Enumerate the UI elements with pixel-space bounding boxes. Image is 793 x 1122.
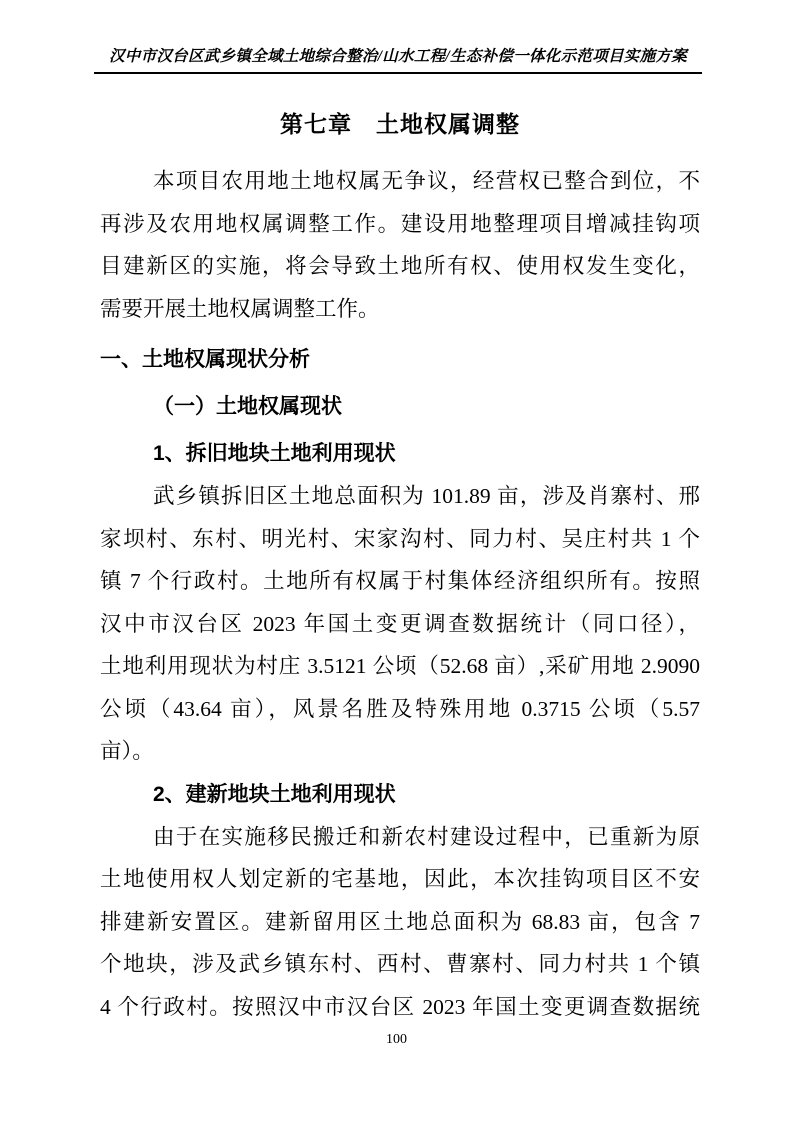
paragraph-line: 再涉及农用地权属调整工作。建设用地整理项目增减挂钩项 — [100, 211, 700, 236]
paragraph-line: 家坝村、东村、明光村、宋家沟村、同力村、吴庄村共 1 个 — [100, 526, 700, 551]
item-heading-2: 2、建新地块土地利用现状 — [153, 782, 396, 806]
paragraph-line: 本项目农用地土地权属无争议，经营权已整合到位，不 — [153, 169, 700, 193]
section-heading-1: 一、土地权属现状分析 — [100, 347, 310, 371]
page-number: 100 — [386, 1032, 407, 1047]
item-heading-1: 1、拆旧地块土地利用现状 — [153, 442, 396, 465]
paragraph-line: 镇 7 个行政村。土地所有权属于村集体经济组织所有。按照 — [100, 569, 700, 593]
paragraph-line: 需要开展土地权属调整工作。 — [100, 296, 380, 321]
chapter-title: 第七章 土地权属调整 — [280, 111, 520, 137]
page-header-text: 汉中市汉台区武乡镇全域土地综合整治/山水工程/生态补偿一体化示范项目实施方案 — [108, 48, 687, 65]
paragraph-line: 排建新安置区。建新留用区土地总面积为 68.83 亩，包含 7 — [100, 909, 700, 934]
paragraph-line: 武乡镇拆旧区土地总面积为 101.89 亩，涉及肖寨村、邢 — [153, 484, 700, 508]
paragraph-line: 个地块，涉及武乡镇东村、西村、曹寨村、同力村共 1 个镇 — [100, 952, 700, 976]
paragraph-line: 土地利用现状为村庄 3.5121 公顷（52.68 亩）,采矿用地 2.9090 — [100, 654, 700, 678]
demolition-paragraph — [100, 475, 700, 773]
paragraph-line: 由于在实施移民搬迁和新农村建设过程中，已重新为原 — [153, 824, 700, 849]
paragraph-line: 汉中市汉台区 2023 年国土变更调查数据统计（同口径）， — [100, 611, 700, 636]
paragraph-line: 目建新区的实施，将会导致土地所有权、使用权发生变化， — [100, 254, 700, 278]
newsite-paragraph — [100, 816, 700, 1029]
intro-paragraph — [100, 160, 700, 330]
page-content — [100, 106, 700, 1028]
paragraph-line: 亩）。 — [100, 739, 154, 763]
paragraph-line: 公顷（43.64 亩），风景名胜及特殊用地 0.3715 公顷（5.57 — [100, 696, 700, 721]
subsection-heading: （一）土地权属现状 — [153, 394, 342, 418]
paragraph-line: 4 个行政村。按照汉中市汉台区 2023 年国土变更调查数据统 — [100, 994, 700, 1019]
paragraph-line: 土地使用权人划定新的宅基地，因此，本次挂钩项目区不安 — [100, 867, 700, 891]
page-header — [94, 46, 702, 74]
